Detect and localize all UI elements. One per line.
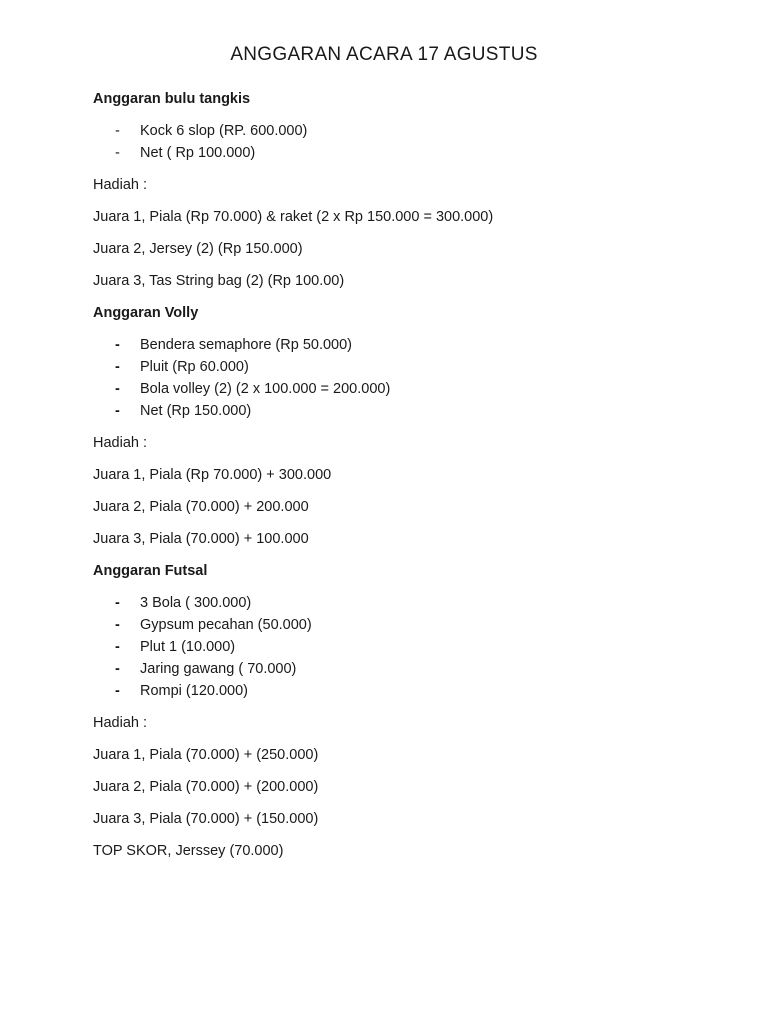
list-item-text: Gypsum pecahan (50.000): [140, 617, 312, 633]
bullet-dash: -: [115, 617, 120, 633]
list-item: [93, 680, 713, 702]
prize-line: Juara 3, Piala (70.000) + 100.000: [93, 531, 309, 547]
document-body: [93, 88, 713, 872]
section-badminton: [93, 88, 713, 292]
list-item-text: Net (Rp 150.000): [140, 403, 252, 419]
budget-list: [93, 120, 713, 164]
prize-line: Juara 3, Piala (70.000) + (150.000): [93, 811, 319, 827]
bullet-dash: -: [115, 145, 120, 161]
bullet-dash: -: [115, 403, 120, 419]
bullet-dash: -: [115, 683, 120, 699]
prize-heading: Hadiah :: [93, 715, 148, 731]
list-item: [93, 378, 713, 400]
list-item-text: 3 Bola ( 300.000): [140, 595, 252, 611]
section-futsal: [93, 560, 713, 862]
section-heading: Anggaran Volly: [93, 305, 199, 321]
bullet-dash: -: [115, 381, 120, 397]
list-item: [93, 120, 713, 142]
prize-line: Juara 1, Piala (Rp 70.000) + 300.000: [93, 467, 332, 483]
prize-line: Juara 1, Piala (70.000) + (250.000): [93, 747, 319, 763]
budget-list: [93, 592, 713, 702]
list-item: [93, 356, 713, 378]
bullet-dash: -: [115, 639, 120, 655]
list-item-text: Rompi (120.000): [140, 683, 248, 699]
prize-heading: Hadiah :: [93, 177, 148, 193]
bullet-dash: -: [115, 359, 120, 375]
list-item: [93, 614, 713, 636]
list-item-text: Kock 6 slop (RP. 600.000): [140, 123, 308, 139]
prize-line: Juara 2, Piala (70.000) + (200.000): [93, 779, 319, 795]
list-item-text: Bendera semaphore (Rp 50.000): [140, 337, 352, 353]
list-item: [93, 334, 713, 356]
budget-list: [93, 334, 713, 422]
list-item-text: Pluit (Rp 60.000): [140, 359, 249, 375]
list-item-text: Bola volley (2) (2 x 100.000 = 200.000): [140, 381, 391, 397]
list-item: [93, 658, 713, 680]
list-item: [93, 636, 713, 658]
list-item: [93, 592, 713, 614]
list-item-text: Plut 1 (10.000): [140, 639, 236, 655]
list-item: [93, 142, 713, 164]
bullet-dash: -: [115, 123, 120, 139]
list-item-text: Net ( Rp 100.000): [140, 145, 256, 161]
section-heading: Anggaran bulu tangkis: [93, 91, 251, 107]
prize-line: Juara 1, Piala (Rp 70.000) & raket (2 x Rp 150.000 = 300.000): [93, 209, 494, 225]
prize-line: Juara 2, Piala (70.000) + 200.000: [93, 499, 309, 515]
bullet-dash: -: [115, 337, 120, 353]
section-volleyball: [93, 302, 713, 550]
prize-line: Juara 2, Jersey (2) (Rp 150.000): [93, 241, 303, 257]
prize-heading: Hadiah :: [93, 435, 148, 451]
bullet-dash: -: [115, 661, 120, 677]
document-title: ANGGARAN ACARA 17 AGUSTUS: [230, 44, 538, 65]
section-heading: Anggaran Futsal: [93, 563, 208, 579]
bullet-dash: -: [115, 595, 120, 611]
prize-line: Juara 3, Tas String bag (2) (Rp 100.00): [93, 273, 345, 289]
list-item-text: Jaring gawang ( 70.000): [140, 661, 297, 677]
list-item: [93, 400, 713, 422]
prize-line: TOP SKOR, Jerssey (70.000): [93, 843, 284, 859]
